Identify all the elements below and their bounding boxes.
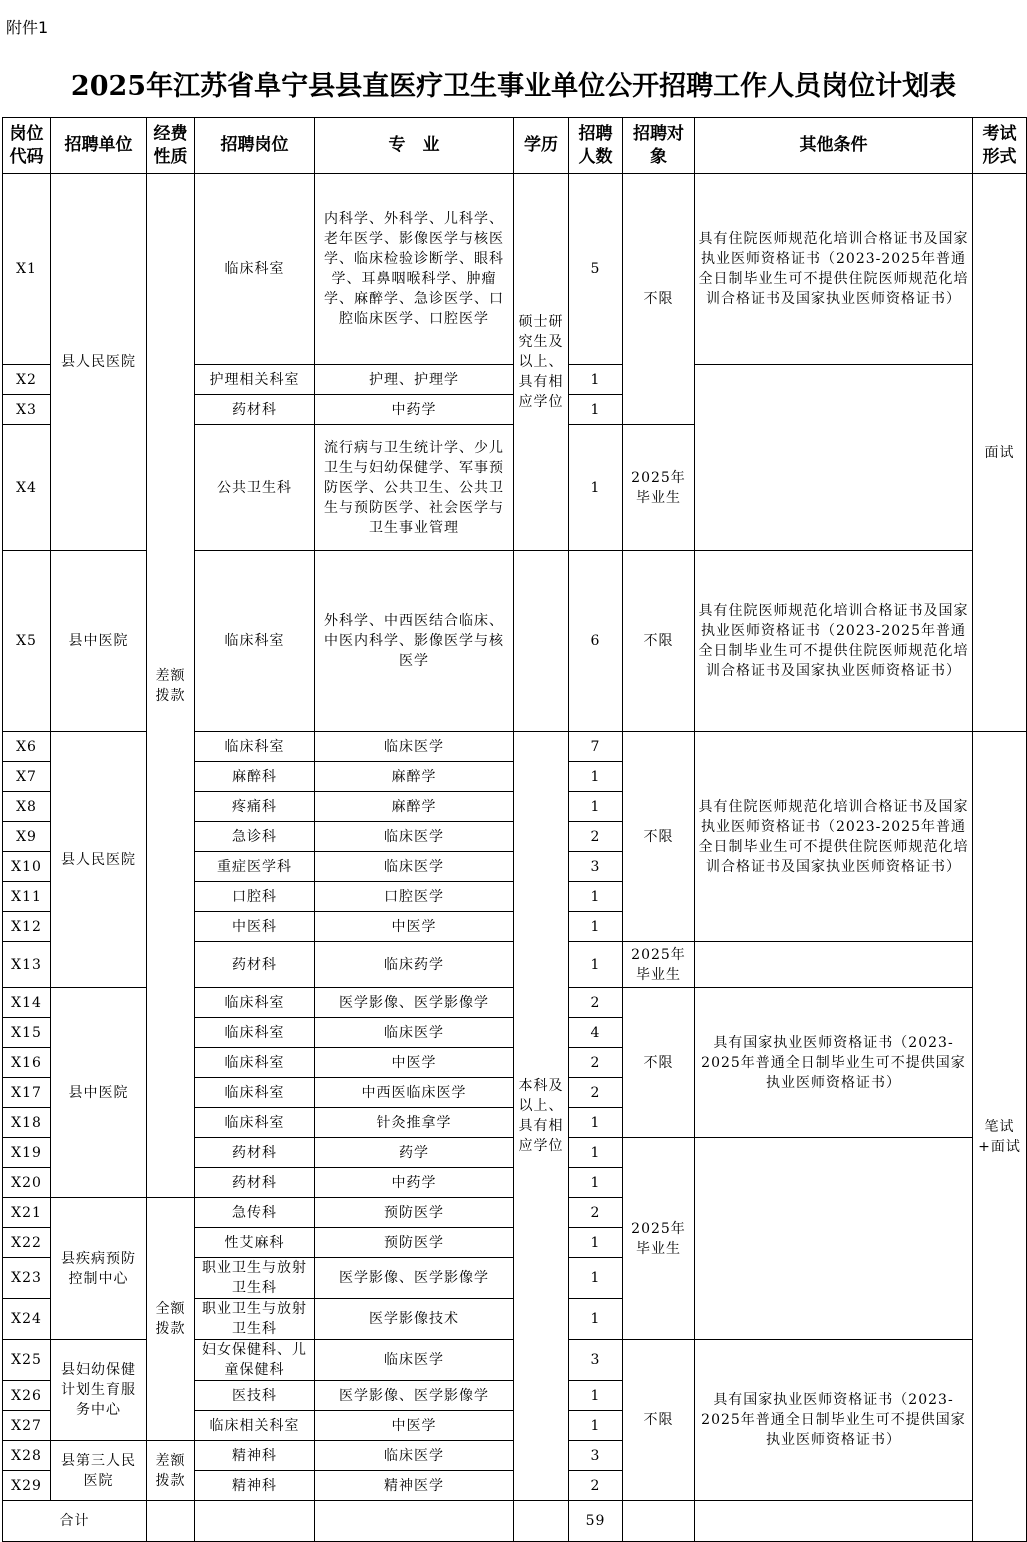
other-conditions: 具有住院医师规范化培训合格证书及国家执业医师资格证书（2023-2025年普通全日制毕业生可不提供住院医师规范化培训合格证书及国家执业医师资格证书） [695,732,973,942]
headcount: 1 [569,365,623,395]
other-conditions: 具有国家执业医师资格证书（2023-2025年普通全日制毕业生可不提供国家执业医师资格证书） [695,988,973,1138]
headcount: 1 [569,882,623,912]
post-name: 临床相关科室 [195,1411,315,1441]
funding-type: 全额拨款 [147,1198,195,1441]
post-code: X29 [3,1471,51,1501]
recruiting-unit: 县人民医院 [51,174,147,551]
post-name: 口腔科 [195,882,315,912]
headcount: 3 [569,852,623,882]
headcount: 1 [569,762,623,792]
post-name: 妇女保健科、儿童保健科 [195,1340,315,1381]
headcount: 1 [569,1381,623,1411]
headcount: 1 [569,1411,623,1441]
headcount: 2 [569,1471,623,1501]
headcount: 1 [569,792,623,822]
total-empty [195,1501,315,1542]
headcount: 4 [569,1018,623,1048]
headcount: 3 [569,1340,623,1381]
header-education: 学历 [514,118,569,174]
major-list: 预防医学 [315,1198,514,1228]
post-name: 职业卫生与放射卫生科 [195,1258,315,1299]
major-list: 护理、护理学 [315,365,514,395]
recruiting-unit: 县中医院 [51,551,147,732]
headcount: 2 [569,1198,623,1228]
total-empty [514,1501,569,1542]
post-code: X5 [3,551,51,732]
recruiting-unit: 县人民医院 [51,732,147,988]
headcount: 5 [569,174,623,365]
post-code: X3 [3,395,51,425]
major-list: 医学影像技术 [315,1299,514,1340]
major-list: 口腔医学 [315,882,514,912]
headcount: 2 [569,988,623,1018]
education-requirement: 本科及以上、具有相应学位 [514,732,569,1501]
major-list: 临床医学 [315,822,514,852]
post-code: X23 [3,1258,51,1299]
funding-type: 差额拨款 [147,174,195,1198]
header-code: 岗位代码 [3,118,51,174]
major-list: 中药学 [315,395,514,425]
total-empty [695,1501,973,1542]
recruit-target: 不限 [623,1340,695,1501]
major-list: 医学影像、医学影像学 [315,1381,514,1411]
other-conditions-empty [695,365,973,551]
table-row [3,174,1027,365]
post-code: X24 [3,1299,51,1340]
major-list: 中药学 [315,1168,514,1198]
post-name: 精神科 [195,1441,315,1471]
recruit-target: 不限 [623,551,695,732]
headcount: 2 [569,1078,623,1108]
exam-form: 笔试+面试 [973,732,1027,1542]
recruit-target: 2025年毕业生 [623,1138,695,1340]
post-code: X2 [3,365,51,395]
post-code: X10 [3,852,51,882]
post-code: X27 [3,1411,51,1441]
header-post: 招聘岗位 [195,118,315,174]
post-name: 临床科室 [195,174,315,365]
major-list: 临床医学 [315,1018,514,1048]
total-label: 合计 [3,1501,147,1542]
post-code: X17 [3,1078,51,1108]
post-name: 重症医学科 [195,852,315,882]
post-code: X9 [3,822,51,852]
post-name: 性艾麻科 [195,1228,315,1258]
total-row [3,1501,1027,1542]
major-list: 中西医临床医学 [315,1078,514,1108]
recruit-target: 不限 [623,988,695,1138]
post-code: X18 [3,1108,51,1138]
post-name: 临床科室 [195,732,315,762]
post-code: X28 [3,1441,51,1471]
major-list: 麻醉学 [315,792,514,822]
other-conditions-empty [695,1138,973,1340]
post-code: X7 [3,762,51,792]
post-name: 疼痛科 [195,792,315,822]
headcount: 1 [569,1108,623,1138]
exam-form: 面试 [973,174,1027,732]
major-list: 外科学、中西医结合临床、中医内科学、影像医学与核医学 [315,551,514,732]
headcount: 1 [569,1228,623,1258]
post-name: 精神科 [195,1471,315,1501]
post-code: X26 [3,1381,51,1411]
recruit-target: 2025年毕业生 [623,425,695,551]
recruiting-unit: 县疾病预防控制中心 [51,1198,147,1340]
post-name: 麻醉科 [195,762,315,792]
post-code: X6 [3,732,51,762]
post-code: X12 [3,912,51,942]
header-unit: 招聘单位 [51,118,147,174]
recruit-target: 2025年毕业生 [623,942,695,988]
recruiting-unit: 县妇幼保健计划生育服务中心 [51,1340,147,1441]
other-conditions-empty [695,942,973,988]
major-list: 中医学 [315,912,514,942]
recruit-target: 不限 [623,174,695,425]
education-requirement: 硕士研究生及以上、具有相应学位 [514,174,569,551]
headcount: 1 [569,1138,623,1168]
post-code: X1 [3,174,51,365]
header-major: 专 业 [315,118,514,174]
recruit-target: 不限 [623,732,695,942]
headcount: 1 [569,395,623,425]
major-list: 临床医学 [315,732,514,762]
attachment-label: 附件1 [6,18,49,37]
headcount: 1 [569,942,623,988]
major-list: 麻醉学 [315,762,514,792]
header-exam: 考试形式 [973,118,1027,174]
post-name: 临床科室 [195,1078,315,1108]
other-conditions: 具有住院医师规范化培训合格证书及国家执业医师资格证书（2023-2025年普通全日制毕业生可不提供住院医师规范化培训合格证书及国家执业医师资格证书） [695,174,973,365]
post-code: X4 [3,425,51,551]
page-title: 2025年江苏省阜宁县县直医疗卫生事业单位公开招聘工作人员岗位计划表 [70,71,957,102]
major-list: 临床医学 [315,1441,514,1471]
major-list: 医学影像、医学影像学 [315,988,514,1018]
total-empty [623,1501,695,1542]
post-name: 临床科室 [195,551,315,732]
major-list: 中医学 [315,1048,514,1078]
post-code: X13 [3,942,51,988]
post-code: X22 [3,1228,51,1258]
post-name: 临床科室 [195,988,315,1018]
education-requirement-empty [514,551,569,732]
headcount: 2 [569,822,623,852]
major-list: 中医学 [315,1411,514,1441]
header-count: 招聘人数 [569,118,623,174]
major-list: 医学影像、医学影像学 [315,1258,514,1299]
recruiting-unit: 县中医院 [51,988,147,1198]
post-name: 药材科 [195,942,315,988]
major-list: 临床医学 [315,852,514,882]
headcount: 1 [569,912,623,942]
major-list: 药学 [315,1138,514,1168]
headcount: 1 [569,1168,623,1198]
post-code: X8 [3,792,51,822]
headcount: 6 [569,551,623,732]
post-code: X21 [3,1198,51,1228]
post-name: 临床科室 [195,1018,315,1048]
headcount: 3 [569,1441,623,1471]
post-code: X19 [3,1138,51,1168]
other-conditions: 具有国家执业医师资格证书（2023-2025年普通全日制毕业生可不提供国家执业医师资格证书） [695,1340,973,1501]
other-conditions: 具有住院医师规范化培训合格证书及国家执业医师资格证书（2023-2025年普通全日制毕业生可不提供住院医师规范化培训合格证书及国家执业医师资格证书） [695,551,973,732]
post-name: 急传科 [195,1198,315,1228]
post-name: 医技科 [195,1381,315,1411]
major-list: 临床药学 [315,942,514,988]
major-list: 预防医学 [315,1228,514,1258]
post-name: 公共卫生科 [195,425,315,551]
recruiting-unit: 县第三人民医院 [51,1441,147,1501]
post-name: 临床科室 [195,1108,315,1138]
post-code: X16 [3,1048,51,1078]
headcount: 2 [569,1048,623,1078]
total-empty [315,1501,514,1542]
post-code: X11 [3,882,51,912]
post-name: 职业卫生与放射卫生科 [195,1299,315,1340]
header-target: 招聘对象 [623,118,695,174]
post-code: X15 [3,1018,51,1048]
header-funding: 经费性质 [147,118,195,174]
major-list: 内科学、外科学、儿科学、老年医学、影像医学与核医学、临床检验诊断学、眼科学、耳鼻咽喉科学、肿瘤学、麻醉学、急诊医学、口腔临床医学、口腔医学 [315,174,514,365]
major-list: 针灸推拿学 [315,1108,514,1138]
funding-type: 差额拨款 [147,1441,195,1501]
post-name: 药材科 [195,1138,315,1168]
header-other-conditions: 其他条件 [695,118,973,174]
major-list: 流行病与卫生统计学、少儿卫生与妇幼保健学、军事预防医学、公共卫生、公共卫生与预防医学、社会医学与卫生事业管理 [315,425,514,551]
post-code: X20 [3,1168,51,1198]
recruitment-plan-table [2,117,1027,1542]
total-count: 59 [569,1501,623,1542]
post-code: X14 [3,988,51,1018]
post-name: 临床科室 [195,1048,315,1078]
post-code: X25 [3,1340,51,1381]
headcount: 1 [569,425,623,551]
major-list: 精神医学 [315,1471,514,1501]
major-list: 临床医学 [315,1340,514,1381]
header-row [3,118,1027,174]
post-name: 护理相关科室 [195,365,315,395]
post-name: 急诊科 [195,822,315,852]
post-name: 中医科 [195,912,315,942]
headcount: 7 [569,732,623,762]
headcount: 1 [569,1299,623,1340]
post-name: 药材科 [195,1168,315,1198]
total-empty [147,1501,195,1542]
post-name: 药材科 [195,395,315,425]
headcount: 1 [569,1258,623,1299]
